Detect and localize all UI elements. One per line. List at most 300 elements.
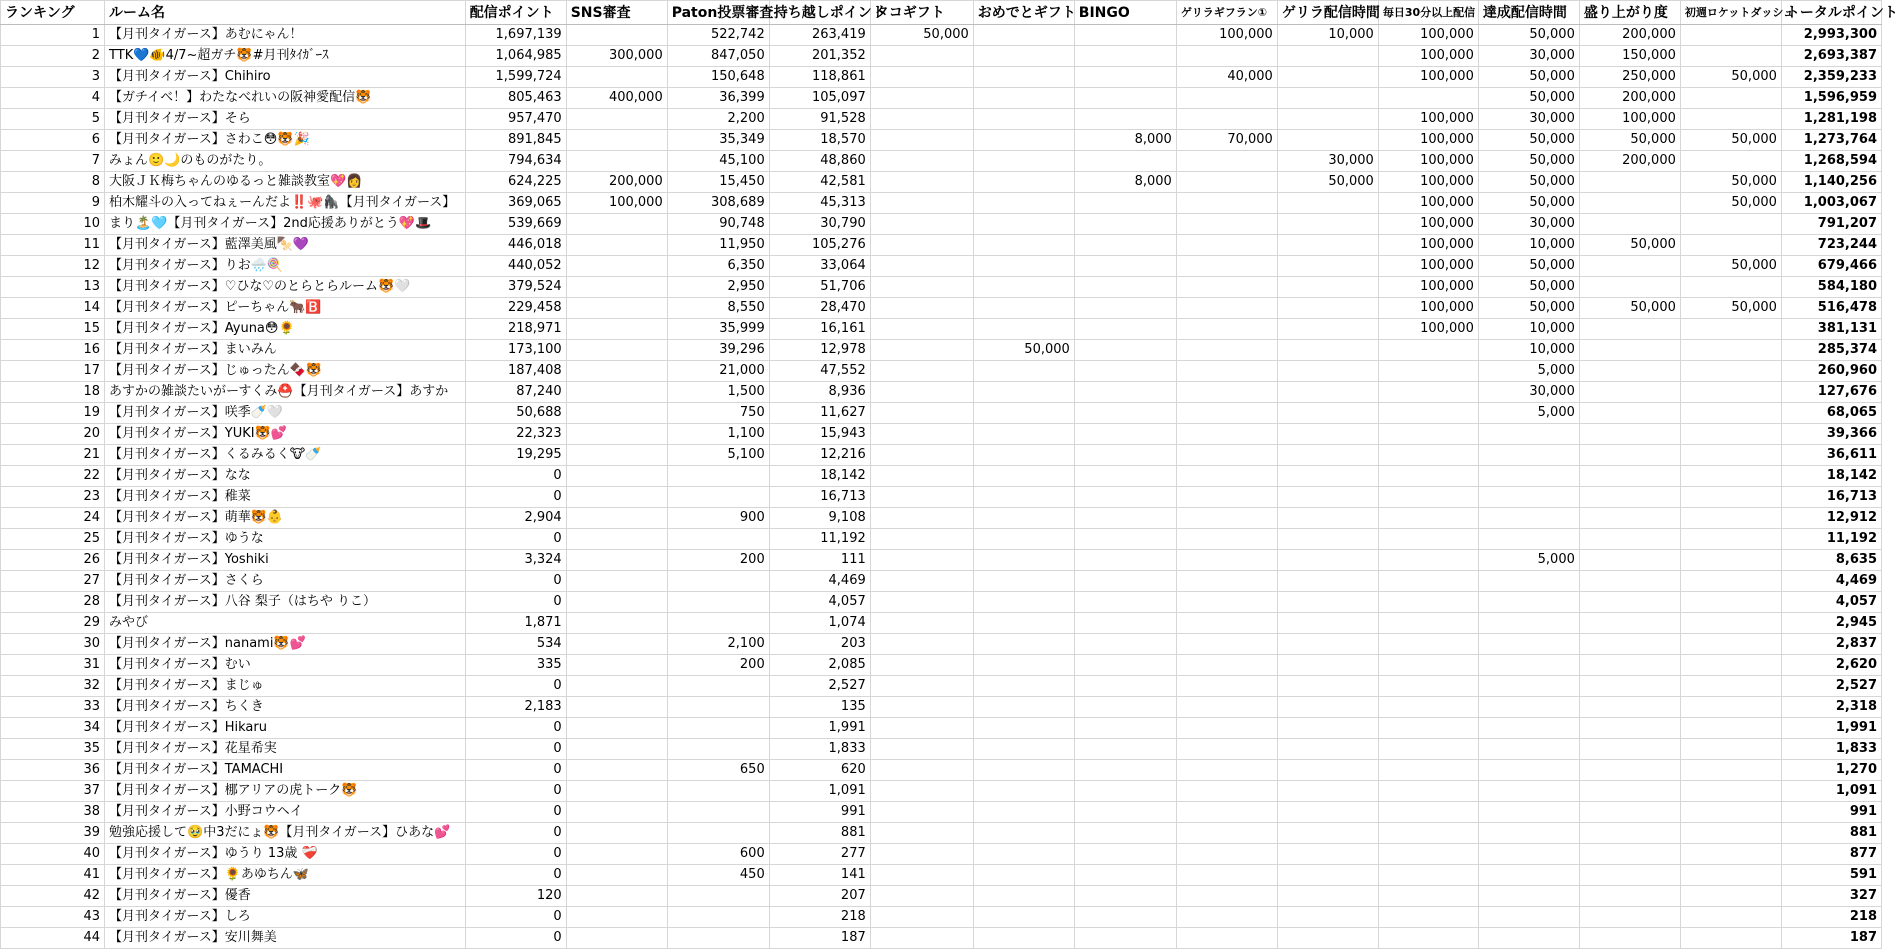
points-cell[interactable] [870, 298, 973, 319]
points-cell[interactable] [1579, 403, 1680, 424]
points-cell[interactable] [566, 550, 667, 571]
room-name-cell[interactable]: 【月刊タイガース】花星希実 [105, 739, 466, 760]
points-cell[interactable]: 100,000 [1378, 193, 1478, 214]
points-cell[interactable] [1579, 529, 1680, 550]
points-cell[interactable] [973, 865, 1074, 886]
points-cell[interactable]: 200,000 [1579, 151, 1680, 172]
points-cell[interactable] [1176, 550, 1277, 571]
points-cell[interactable]: 2,183 [465, 697, 566, 718]
points-cell[interactable]: 70,000 [1176, 130, 1277, 151]
points-cell[interactable]: 2,950 [667, 277, 769, 298]
points-cell[interactable] [667, 613, 769, 634]
points-cell[interactable]: 50,000 [1680, 172, 1781, 193]
points-cell[interactable] [1478, 823, 1579, 844]
points-cell[interactable] [1277, 844, 1378, 865]
points-cell[interactable]: 33,064 [769, 256, 870, 277]
points-cell[interactable] [1277, 130, 1378, 151]
points-cell[interactable] [1176, 193, 1277, 214]
rank-cell[interactable]: 7 [1, 151, 105, 172]
points-cell[interactable]: 100,000 [1378, 67, 1478, 88]
points-cell[interactable]: 0 [465, 844, 566, 865]
points-cell[interactable]: 0 [465, 907, 566, 928]
points-cell[interactable] [566, 109, 667, 130]
room-name-cell[interactable]: 【月刊タイガース】さわこ😳🐯🎉 [105, 130, 466, 151]
points-cell[interactable] [1680, 25, 1781, 46]
points-cell[interactable] [870, 67, 973, 88]
points-cell[interactable] [1680, 718, 1781, 739]
points-cell[interactable]: 100,000 [1176, 25, 1277, 46]
points-cell[interactable] [1176, 424, 1277, 445]
points-cell[interactable]: 100,000 [1378, 109, 1478, 130]
points-cell[interactable] [1176, 445, 1277, 466]
points-cell[interactable] [1074, 718, 1176, 739]
points-cell[interactable] [1579, 340, 1680, 361]
points-cell[interactable] [1277, 655, 1378, 676]
points-cell[interactable]: 90,748 [667, 214, 769, 235]
column-header[interactable]: タコギフト [870, 1, 973, 25]
points-cell[interactable] [667, 529, 769, 550]
points-cell[interactable] [973, 277, 1074, 298]
points-cell[interactable] [566, 865, 667, 886]
rank-cell[interactable]: 20 [1, 424, 105, 445]
points-cell[interactable] [973, 109, 1074, 130]
points-cell[interactable] [1176, 592, 1277, 613]
points-cell[interactable] [1074, 508, 1176, 529]
points-cell[interactable]: 50,000 [1478, 88, 1579, 109]
points-cell[interactable] [973, 151, 1074, 172]
room-name-cell[interactable]: 【月刊タイガース】藍澤美風🍢💜 [105, 235, 466, 256]
total-points-cell[interactable]: 4,469 [1781, 571, 1881, 592]
points-cell[interactable] [1378, 844, 1478, 865]
points-cell[interactable] [870, 382, 973, 403]
points-cell[interactable] [1277, 466, 1378, 487]
points-cell[interactable] [973, 844, 1074, 865]
points-cell[interactable] [1378, 928, 1478, 949]
room-name-cell[interactable]: 【月刊タイガース】nanami🐯💕 [105, 634, 466, 655]
rank-cell[interactable]: 27 [1, 571, 105, 592]
points-cell[interactable]: 50,000 [1579, 235, 1680, 256]
points-cell[interactable]: 2,200 [667, 109, 769, 130]
points-cell[interactable] [973, 130, 1074, 151]
total-points-cell[interactable]: 18,142 [1781, 466, 1881, 487]
points-cell[interactable] [1579, 361, 1680, 382]
points-cell[interactable]: 21,000 [667, 361, 769, 382]
points-cell[interactable]: 105,097 [769, 88, 870, 109]
total-points-cell[interactable]: 381,131 [1781, 319, 1881, 340]
room-name-cell[interactable]: 【月刊タイガース】くるみるく🐮🍼 [105, 445, 466, 466]
points-cell[interactable] [566, 739, 667, 760]
points-cell[interactable] [870, 676, 973, 697]
column-header[interactable]: ゲリラギフラン① [1176, 1, 1277, 25]
points-cell[interactable] [1277, 214, 1378, 235]
points-cell[interactable] [1579, 865, 1680, 886]
points-cell[interactable] [870, 592, 973, 613]
points-cell[interactable] [1277, 865, 1378, 886]
points-cell[interactable] [1579, 760, 1680, 781]
points-cell[interactable] [870, 508, 973, 529]
points-cell[interactable]: 1,500 [667, 382, 769, 403]
points-cell[interactable] [1176, 655, 1277, 676]
points-cell[interactable] [1378, 550, 1478, 571]
total-points-cell[interactable]: 39,366 [1781, 424, 1881, 445]
points-cell[interactable] [973, 781, 1074, 802]
points-cell[interactable] [1277, 319, 1378, 340]
points-cell[interactable]: 440,052 [465, 256, 566, 277]
points-cell[interactable] [667, 739, 769, 760]
points-cell[interactable]: 5,000 [1478, 550, 1579, 571]
points-cell[interactable]: 100,000 [1378, 46, 1478, 67]
points-cell[interactable] [1680, 424, 1781, 445]
points-cell[interactable] [973, 592, 1074, 613]
points-cell[interactable] [973, 571, 1074, 592]
total-points-cell[interactable]: 584,180 [1781, 277, 1881, 298]
points-cell[interactable] [870, 802, 973, 823]
rank-cell[interactable]: 43 [1, 907, 105, 928]
points-cell[interactable] [1378, 508, 1478, 529]
total-points-cell[interactable]: 2,945 [1781, 613, 1881, 634]
points-cell[interactable] [1074, 298, 1176, 319]
points-cell[interactable]: 100,000 [1378, 298, 1478, 319]
points-cell[interactable] [1478, 466, 1579, 487]
rank-cell[interactable]: 41 [1, 865, 105, 886]
points-cell[interactable] [870, 823, 973, 844]
points-cell[interactable] [1579, 634, 1680, 655]
points-cell[interactable] [870, 718, 973, 739]
points-cell[interactable]: 250,000 [1579, 67, 1680, 88]
room-name-cell[interactable]: みやび [105, 613, 466, 634]
rank-cell[interactable]: 18 [1, 382, 105, 403]
points-cell[interactable]: 600 [667, 844, 769, 865]
points-cell[interactable] [1277, 235, 1378, 256]
room-name-cell[interactable]: 【月刊タイガース】Hikaru [105, 718, 466, 739]
points-cell[interactable] [973, 739, 1074, 760]
points-cell[interactable]: 50,000 [1478, 67, 1579, 88]
points-cell[interactable] [870, 886, 973, 907]
points-cell[interactable]: 847,050 [667, 46, 769, 67]
total-points-cell[interactable]: 36,611 [1781, 445, 1881, 466]
points-cell[interactable]: 9,108 [769, 508, 870, 529]
total-points-cell[interactable]: 16,713 [1781, 487, 1881, 508]
total-points-cell[interactable]: 1,991 [1781, 718, 1881, 739]
points-cell[interactable]: 891,845 [465, 130, 566, 151]
points-cell[interactable]: 522,742 [667, 25, 769, 46]
points-cell[interactable]: 1,064,985 [465, 46, 566, 67]
points-cell[interactable]: 4,469 [769, 571, 870, 592]
points-cell[interactable] [870, 88, 973, 109]
room-name-cell[interactable]: 【月刊タイガース】じゅったん🍫🐯 [105, 361, 466, 382]
points-cell[interactable] [1277, 403, 1378, 424]
column-header[interactable]: ゲリラ配信時間 [1277, 1, 1378, 25]
points-cell[interactable]: 45,100 [667, 151, 769, 172]
points-cell[interactable]: 118,861 [769, 67, 870, 88]
points-cell[interactable] [1680, 277, 1781, 298]
total-points-cell[interactable]: 1,270 [1781, 760, 1881, 781]
points-cell[interactable] [973, 529, 1074, 550]
points-cell[interactable] [1680, 466, 1781, 487]
points-cell[interactable]: 0 [465, 802, 566, 823]
total-points-cell[interactable]: 2,693,387 [1781, 46, 1881, 67]
total-points-cell[interactable]: 1,833 [1781, 739, 1881, 760]
points-cell[interactable] [1478, 613, 1579, 634]
points-cell[interactable]: 6,350 [667, 256, 769, 277]
points-cell[interactable] [973, 823, 1074, 844]
points-cell[interactable] [1680, 214, 1781, 235]
points-cell[interactable] [1680, 550, 1781, 571]
rank-cell[interactable]: 12 [1, 256, 105, 277]
points-cell[interactable] [566, 130, 667, 151]
points-cell[interactable] [1277, 823, 1378, 844]
points-cell[interactable]: 0 [465, 466, 566, 487]
points-cell[interactable] [1074, 193, 1176, 214]
points-cell[interactable] [1579, 613, 1680, 634]
points-cell[interactable] [1478, 592, 1579, 613]
rank-cell[interactable]: 36 [1, 760, 105, 781]
points-cell[interactable]: 10,000 [1478, 340, 1579, 361]
points-cell[interactable] [973, 403, 1074, 424]
points-cell[interactable]: 47,552 [769, 361, 870, 382]
points-cell[interactable] [1176, 781, 1277, 802]
points-cell[interactable] [566, 508, 667, 529]
points-cell[interactable] [1478, 907, 1579, 928]
points-cell[interactable]: 50,000 [1680, 130, 1781, 151]
points-cell[interactable] [1579, 697, 1680, 718]
points-cell[interactable]: 369,065 [465, 193, 566, 214]
points-cell[interactable]: 0 [465, 718, 566, 739]
points-cell[interactable]: 50,000 [1579, 298, 1680, 319]
points-cell[interactable]: 87,240 [465, 382, 566, 403]
points-cell[interactable] [1277, 445, 1378, 466]
points-cell[interactable]: 173,100 [465, 340, 566, 361]
total-points-cell[interactable]: 881 [1781, 823, 1881, 844]
rank-cell[interactable]: 16 [1, 340, 105, 361]
points-cell[interactable] [973, 382, 1074, 403]
points-cell[interactable]: 35,349 [667, 130, 769, 151]
points-cell[interactable] [870, 172, 973, 193]
points-cell[interactable]: 881 [769, 823, 870, 844]
points-cell[interactable]: 35,999 [667, 319, 769, 340]
points-cell[interactable] [870, 130, 973, 151]
points-cell[interactable] [1074, 256, 1176, 277]
points-cell[interactable]: 1,091 [769, 781, 870, 802]
points-cell[interactable] [566, 235, 667, 256]
points-cell[interactable] [566, 445, 667, 466]
total-points-cell[interactable]: 1,003,067 [1781, 193, 1881, 214]
points-cell[interactable] [870, 340, 973, 361]
points-cell[interactable] [870, 865, 973, 886]
points-cell[interactable] [1277, 697, 1378, 718]
points-cell[interactable] [973, 298, 1074, 319]
points-cell[interactable] [1176, 256, 1277, 277]
points-cell[interactable] [1074, 424, 1176, 445]
points-cell[interactable] [1680, 319, 1781, 340]
points-cell[interactable] [870, 46, 973, 67]
points-cell[interactable] [1277, 361, 1378, 382]
points-cell[interactable] [1680, 571, 1781, 592]
total-points-cell[interactable]: 11,192 [1781, 529, 1881, 550]
points-cell[interactable]: 42,581 [769, 172, 870, 193]
rank-cell[interactable]: 29 [1, 613, 105, 634]
points-cell[interactable] [566, 571, 667, 592]
points-cell[interactable] [566, 298, 667, 319]
total-points-cell[interactable]: 187 [1781, 928, 1881, 949]
points-cell[interactable]: 30,000 [1277, 151, 1378, 172]
points-cell[interactable]: 16,713 [769, 487, 870, 508]
points-cell[interactable] [1378, 802, 1478, 823]
points-cell[interactable] [1176, 886, 1277, 907]
column-header[interactable]: おめでとギフト [973, 1, 1074, 25]
points-cell[interactable] [1176, 487, 1277, 508]
rank-cell[interactable]: 24 [1, 508, 105, 529]
points-cell[interactable] [870, 361, 973, 382]
points-cell[interactable] [1579, 823, 1680, 844]
points-cell[interactable] [1579, 592, 1680, 613]
points-cell[interactable] [870, 781, 973, 802]
room-name-cell[interactable]: 【月刊タイガース】Ayuna😳🌻 [105, 319, 466, 340]
points-cell[interactable] [1579, 802, 1680, 823]
points-cell[interactable] [1176, 571, 1277, 592]
points-cell[interactable] [1680, 928, 1781, 949]
points-cell[interactable] [973, 67, 1074, 88]
points-cell[interactable]: 100,000 [1378, 214, 1478, 235]
points-cell[interactable] [566, 760, 667, 781]
points-cell[interactable] [1074, 340, 1176, 361]
points-cell[interactable] [1176, 88, 1277, 109]
points-cell[interactable] [1680, 529, 1781, 550]
points-cell[interactable] [1277, 781, 1378, 802]
rank-cell[interactable]: 5 [1, 109, 105, 130]
points-cell[interactable]: 28,470 [769, 298, 870, 319]
points-cell[interactable] [1074, 277, 1176, 298]
points-cell[interactable] [667, 487, 769, 508]
room-name-cell[interactable]: 【月刊タイガース】ゆうり 13歳 ❤️‍🩹 [105, 844, 466, 865]
room-name-cell[interactable]: 【月刊タイガース】YUKI🐯💕 [105, 424, 466, 445]
points-cell[interactable] [1478, 508, 1579, 529]
total-points-cell[interactable]: 2,359,233 [1781, 67, 1881, 88]
total-points-cell[interactable]: 68,065 [1781, 403, 1881, 424]
rank-cell[interactable]: 22 [1, 466, 105, 487]
points-cell[interactable] [1579, 214, 1680, 235]
points-cell[interactable]: 446,018 [465, 235, 566, 256]
column-header[interactable]: 配信ポイント [465, 1, 566, 25]
column-header[interactable]: Paton投票審査 [667, 1, 769, 25]
total-points-cell[interactable]: 2,837 [1781, 634, 1881, 655]
points-cell[interactable] [1176, 277, 1277, 298]
points-cell[interactable] [1680, 823, 1781, 844]
column-header[interactable]: 盛り上がり度 [1579, 1, 1680, 25]
points-cell[interactable] [870, 613, 973, 634]
points-cell[interactable] [1277, 193, 1378, 214]
points-cell[interactable] [870, 550, 973, 571]
points-cell[interactable]: 8,000 [1074, 172, 1176, 193]
room-name-cell[interactable]: 【月刊タイガース】梛アリアの虎トーク🐯 [105, 781, 466, 802]
points-cell[interactable] [1579, 844, 1680, 865]
points-cell[interactable] [1680, 487, 1781, 508]
points-cell[interactable] [1176, 823, 1277, 844]
points-cell[interactable] [566, 823, 667, 844]
points-cell[interactable]: 100,000 [1378, 256, 1478, 277]
points-cell[interactable] [1176, 676, 1277, 697]
column-header[interactable]: 達成配信時間 [1478, 1, 1579, 25]
points-cell[interactable] [1579, 676, 1680, 697]
room-name-cell[interactable]: 【月刊タイガース】なな [105, 466, 466, 487]
points-cell[interactable] [1378, 739, 1478, 760]
points-cell[interactable] [973, 655, 1074, 676]
rank-cell[interactable]: 44 [1, 928, 105, 949]
points-cell[interactable]: 12,216 [769, 445, 870, 466]
points-cell[interactable] [667, 781, 769, 802]
points-cell[interactable] [1074, 886, 1176, 907]
points-cell[interactable] [973, 466, 1074, 487]
points-cell[interactable] [1579, 928, 1680, 949]
points-cell[interactable]: 1,833 [769, 739, 870, 760]
points-cell[interactable] [667, 802, 769, 823]
points-cell[interactable] [667, 718, 769, 739]
points-cell[interactable]: 0 [465, 781, 566, 802]
points-cell[interactable]: 534 [465, 634, 566, 655]
points-cell[interactable] [1176, 718, 1277, 739]
points-cell[interactable] [1478, 781, 1579, 802]
rank-cell[interactable]: 35 [1, 739, 105, 760]
points-cell[interactable] [973, 487, 1074, 508]
points-cell[interactable] [870, 487, 973, 508]
rank-cell[interactable]: 37 [1, 781, 105, 802]
rank-cell[interactable]: 14 [1, 298, 105, 319]
points-cell[interactable] [1277, 613, 1378, 634]
points-cell[interactable] [1277, 340, 1378, 361]
column-header[interactable]: 持ち越しポイント [769, 1, 870, 25]
points-cell[interactable]: 0 [465, 529, 566, 550]
points-cell[interactable] [1277, 760, 1378, 781]
points-cell[interactable] [1176, 739, 1277, 760]
points-cell[interactable] [1176, 634, 1277, 655]
points-cell[interactable] [1074, 592, 1176, 613]
points-cell[interactable]: 200,000 [566, 172, 667, 193]
points-cell[interactable]: 30,000 [1478, 382, 1579, 403]
points-cell[interactable] [566, 67, 667, 88]
points-cell[interactable] [973, 361, 1074, 382]
points-cell[interactable] [1074, 361, 1176, 382]
points-cell[interactable] [1277, 718, 1378, 739]
points-cell[interactable]: 150,000 [1579, 46, 1680, 67]
points-cell[interactable]: 0 [465, 487, 566, 508]
points-cell[interactable]: 50,000 [870, 25, 973, 46]
points-cell[interactable] [973, 697, 1074, 718]
points-cell[interactable] [1680, 886, 1781, 907]
points-cell[interactable] [1277, 886, 1378, 907]
points-cell[interactable]: 805,463 [465, 88, 566, 109]
points-cell[interactable] [1074, 151, 1176, 172]
points-cell[interactable] [1680, 781, 1781, 802]
points-cell[interactable]: 100,000 [1378, 319, 1478, 340]
total-points-cell[interactable]: 285,374 [1781, 340, 1881, 361]
points-cell[interactable]: 539,669 [465, 214, 566, 235]
points-cell[interactable] [566, 361, 667, 382]
room-name-cell[interactable]: まり🏝️🩵【月刊タイガース】2nd応援ありがとう💖🎩 [105, 214, 466, 235]
points-cell[interactable] [973, 928, 1074, 949]
points-cell[interactable]: 135 [769, 697, 870, 718]
points-cell[interactable] [1680, 361, 1781, 382]
points-cell[interactable] [566, 844, 667, 865]
points-cell[interactable] [1176, 802, 1277, 823]
points-cell[interactable] [1074, 550, 1176, 571]
points-cell[interactable] [1478, 697, 1579, 718]
points-cell[interactable]: 50,000 [1478, 172, 1579, 193]
points-cell[interactable]: 50,000 [1478, 25, 1579, 46]
points-cell[interactable] [1680, 592, 1781, 613]
room-name-cell[interactable]: 【月刊タイガース】まじゅ [105, 676, 466, 697]
points-cell[interactable]: 0 [465, 739, 566, 760]
points-cell[interactable]: 187,408 [465, 361, 566, 382]
